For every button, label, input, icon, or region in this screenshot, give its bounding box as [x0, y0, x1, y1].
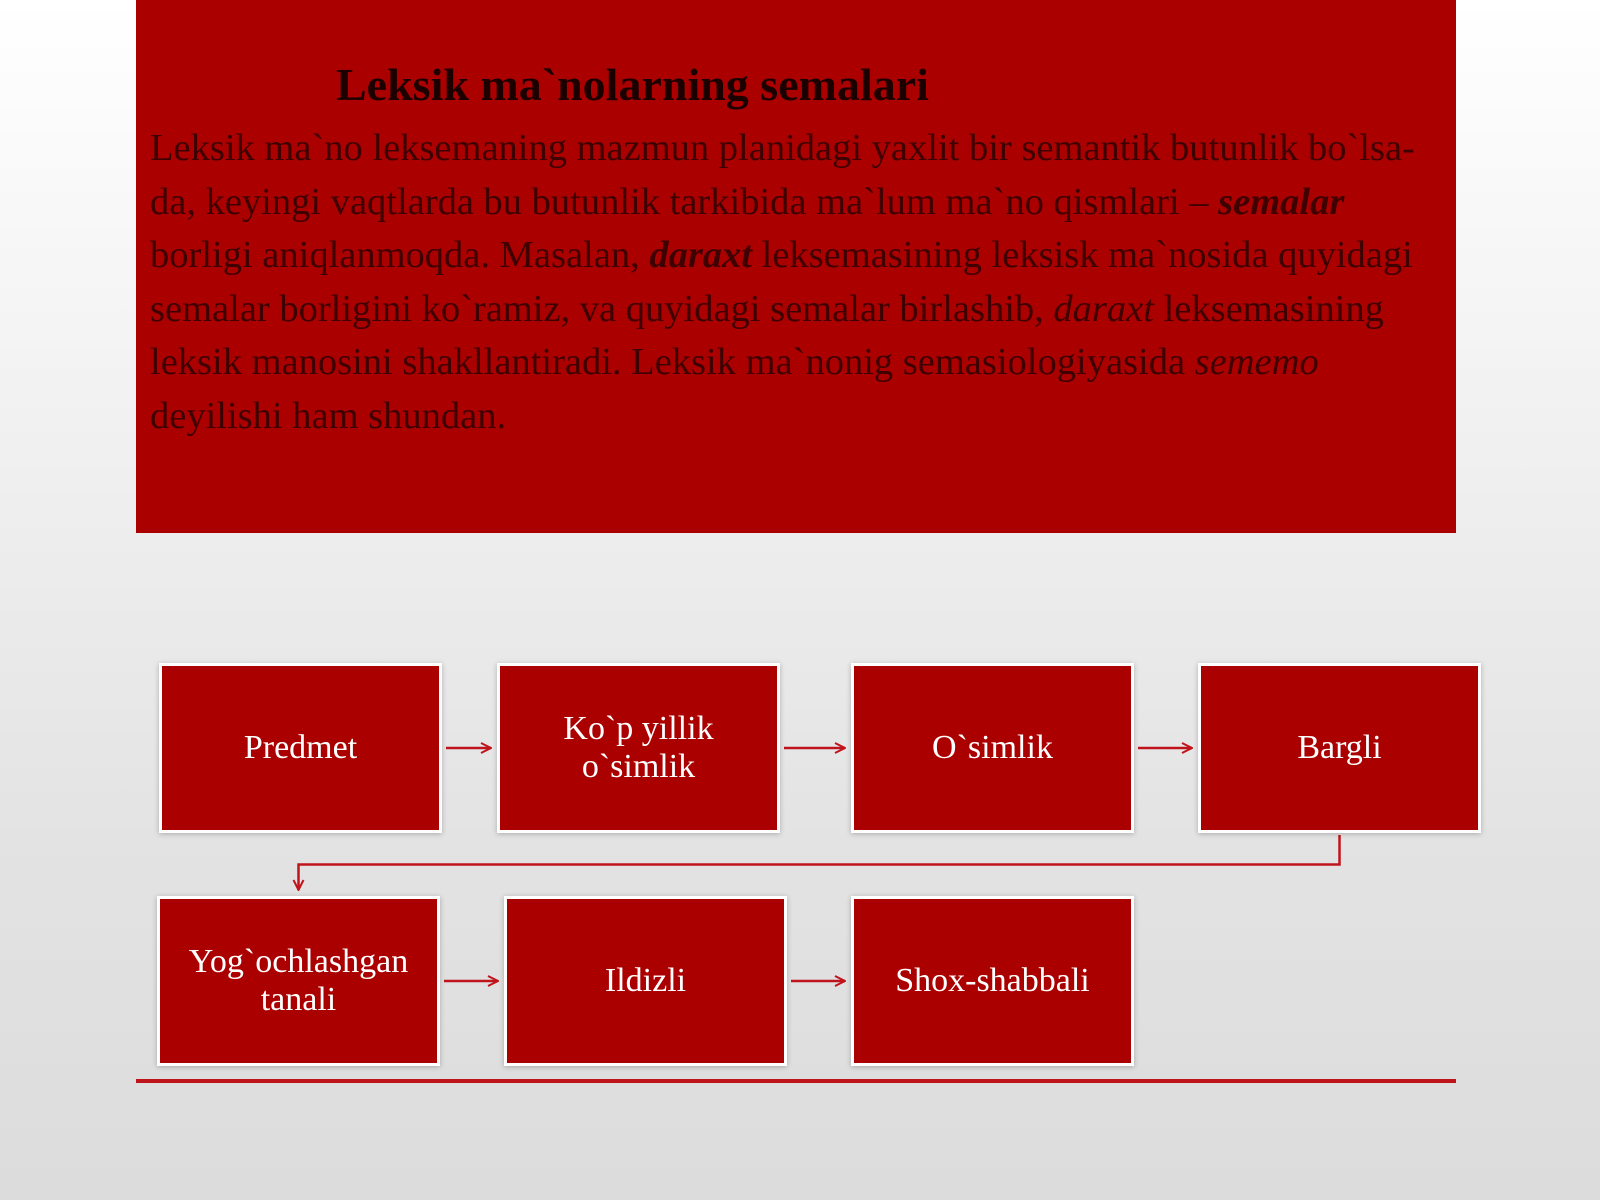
body-emphasis-segment: daraxt [1053, 287, 1154, 330]
slide-title: Leksik ma`nolarning semalari [336, 59, 929, 110]
node-label [932, 729, 1053, 767]
node-ildizli [504, 896, 787, 1066]
text-panel [136, 0, 1456, 533]
node-osimlik [851, 663, 1134, 833]
node-yogochlashgan-tanali [157, 896, 440, 1066]
node-label-line: o`simlik [581, 748, 696, 785]
node-predmet [159, 663, 442, 833]
body-emphasis-segment: sememo [1194, 341, 1319, 383]
body-text-segment: leksemasining leksik manosini shakllantiradi. Leksik ma`nonig semasiologiyasida [150, 287, 1384, 383]
node-label-line: Bargli [1297, 729, 1382, 766]
node-label-line: tanali [260, 981, 337, 1018]
node-label-line: Ildizli [604, 962, 687, 999]
body-text-segment: Leksik ma`no leksemaning mazmun planidagi yaxlit bir semantik butunlik bo`lsa-da, keyingi vaqtlarda bu butunlik tarkibida ma`lum ma`no qismlari – [150, 127, 1415, 223]
bottom-divider [136, 1079, 1456, 1083]
node-label-line: Ko`p yillik [563, 710, 714, 747]
node-label [244, 729, 357, 767]
node-kop-yillik-osimlik [497, 663, 780, 833]
body-text-segment: deyilishi ham shundan. [150, 394, 507, 437]
node-bargli [1198, 663, 1481, 833]
slide-body [150, 122, 1440, 443]
body-text-segment: borligi aniqlanmoqda. Masalan, [150, 234, 650, 276]
node-label [895, 962, 1090, 1000]
node-label-line: Predmet [243, 729, 358, 766]
node-label-line: Yog`ochlashgan [188, 943, 409, 980]
node-shox-shabbali [851, 896, 1134, 1066]
node-label-line: O`simlik [932, 729, 1053, 766]
body-text-segment: leksemasining leksisk ma`nosida quyidagi semalar borligini ko`ramiz, va quyidagi semalar birlashib, [150, 234, 1413, 330]
node-label [1297, 729, 1381, 767]
body-emphasis-segment: semalar [1218, 180, 1345, 223]
body-emphasis-segment: daraxt [649, 234, 753, 276]
node-label [605, 962, 686, 1000]
arrow-bargli-to-yog [299, 835, 1340, 890]
node-label [189, 943, 408, 1019]
node-label [563, 710, 713, 786]
node-label-line: Shox-shabbali [895, 962, 1090, 999]
